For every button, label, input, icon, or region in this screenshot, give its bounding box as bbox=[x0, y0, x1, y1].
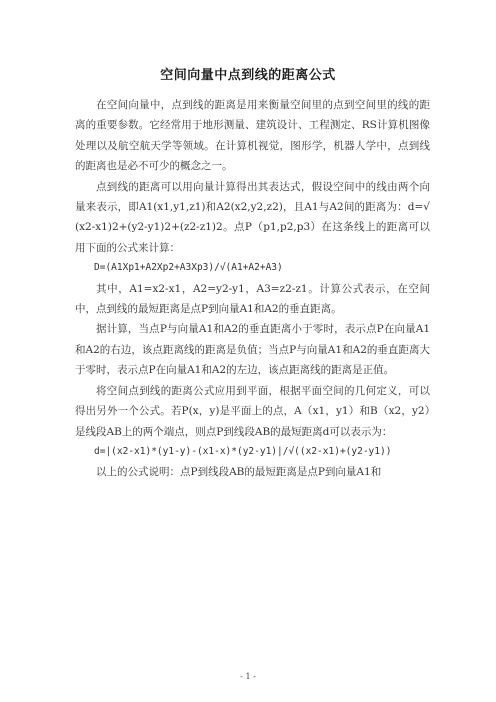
formula-distance-2d: d=|(x2-x1)*(y1-y)-(x1-x)*(y2-y1)|/√((x2-x1)+(y2-y1)) bbox=[94, 445, 392, 457]
paragraph-definitions: 其中，A1=x2-x1，A2=y2-y1，A3=z2-z1。计算公式表示，在空间中，点到线的最短距离是点P到向量A1和A2的垂直距离。 bbox=[75, 282, 430, 316]
paragraph-conclusion: 以上的公式说明：点P到线段AB的最短距离是点P到向量A1和 bbox=[96, 466, 382, 479]
paragraph-vector-expression: 点到线的距离可以用向量计算得出其表达式，假设空间中的线由两个向量来表示，即A1(x1,y1,z1)和A2(x2,y2,z2)，且A1与A2间的距离为：d=√(x2-x1)2+(y2-y1)2+(z2-z1)2。点P（p1,p2,p3）在这条线上的距离可以用下面的公式来计算： bbox=[75, 180, 430, 254]
paragraph-plane-application: 将空间点到线的距离公式应用到平面，根据平面空间的几何定义，可以得出另外一个公式。若P(x，y)是平面上的点，A（x1，y1）和B（x2，y2）是线段AB上的两个端点，则点P到线段AB的最短距离d可以表示为： bbox=[75, 384, 430, 438]
paragraph-sign-explanation: 据计算，当点P与向量A1和A2的垂直距离小于零时，表示点P在向量A1和A2的右边，该点距离线的距离是负值；当点P与向量A1和A2的垂直距离大于零时，表示点P在向量A1和A2的左边，该点距离线的距离是正值。 bbox=[75, 323, 430, 377]
document-title: 空间向量中点到线的距离公式 bbox=[160, 68, 336, 83]
document-body bbox=[75, 95, 430, 483]
paragraph-intro: 在空间向量中，点到线的距离是用来衡量空间里的点到空间里的线的距离的重要参数。它经常用于地形测量、建筑设计、工程测定、RS计算机图像处理以及航空航天学等领域。在计算机视觉，图形学，机器人学中，点到线的距离也是必不可少的概念之一。 bbox=[75, 99, 430, 173]
formula-distance-3d: D=(A1Xp1+A2Xp2+A3Xp3)/√(A1+A2+A3) bbox=[94, 262, 283, 274]
page-number: - 1 - bbox=[240, 672, 256, 681]
